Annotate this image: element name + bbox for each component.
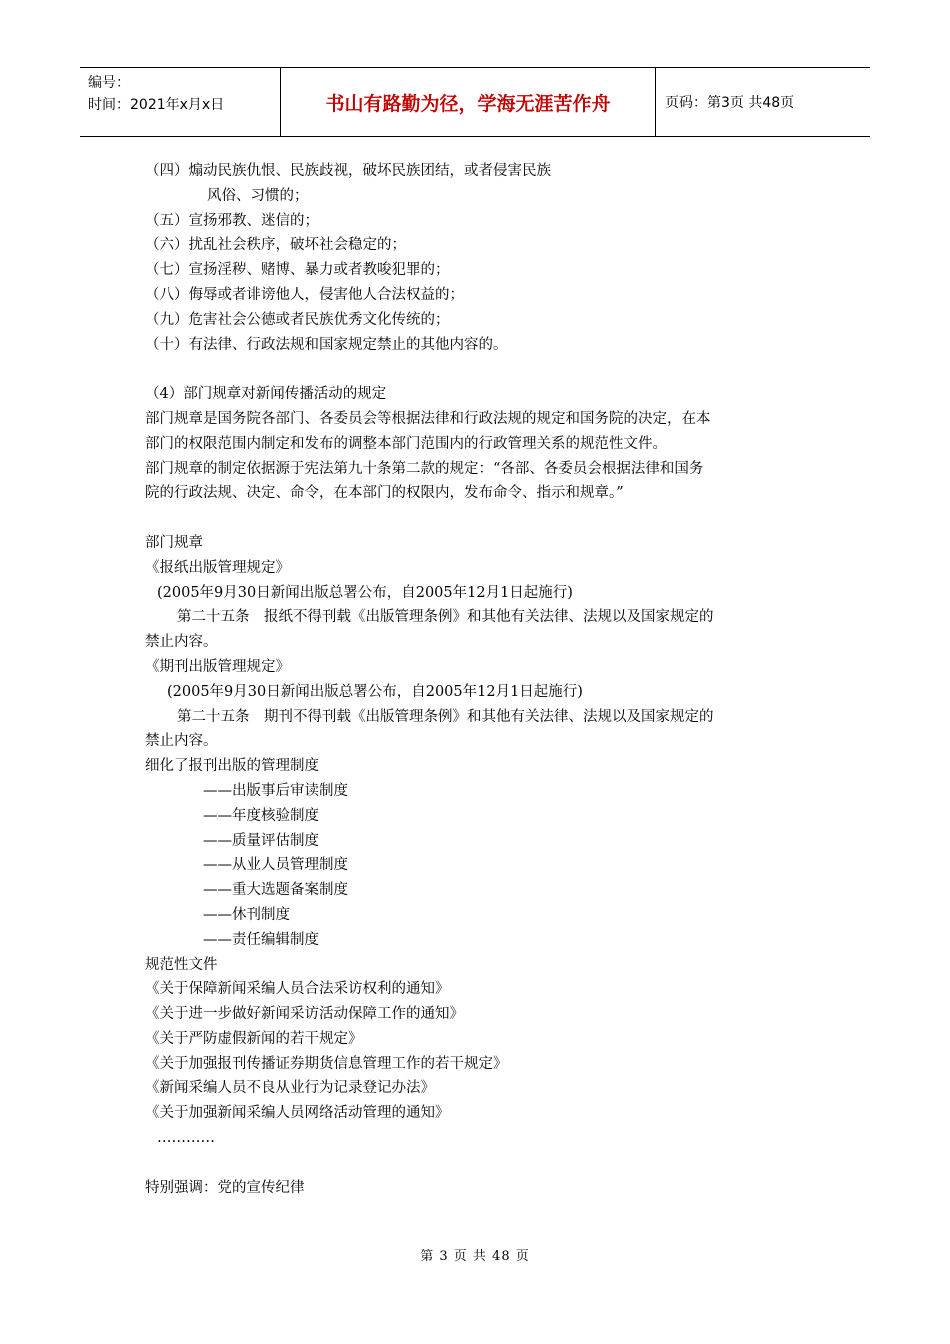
- document-number-label: 编号：: [88, 75, 130, 91]
- list-item: ——质量评估制度: [203, 832, 319, 849]
- text-line: 特别强调：党的宣传纪律: [145, 1179, 305, 1196]
- regulation-date-note: (2005年9月30日新闻出版总署公布，自2005年12月1日起施行): [167, 683, 583, 700]
- text-line: 院的行政法规、决定、命令，在本部门的权限内，发布命令、指示和规章。”: [145, 485, 624, 502]
- text-line: （九）危害社会公德或者民族优秀文化传统的；: [145, 311, 450, 328]
- list-item: ——出版事后审读制度: [203, 782, 348, 799]
- document-body: [145, 159, 825, 1200]
- text-line: 风俗、习惯的；: [207, 187, 309, 204]
- text-line: 部门规章是国务院各部门、各委员会等根据法律和行政法规的规定和国务院的决定，在本: [145, 410, 711, 427]
- list-item: ——休刊制度: [203, 906, 290, 923]
- subheading: 规范性文件: [145, 956, 218, 973]
- blank-line: [145, 1151, 825, 1176]
- document-title: 《关于加强报刊传播证券期货信息管理工作的若干规定》: [145, 1055, 508, 1072]
- document-date-label: 时间：2021年x月x日: [88, 97, 225, 113]
- text-line: （八）侮辱或者诽谤他人，侵害他人合法权益的；: [145, 286, 464, 303]
- regulation-title: 《期刊出版管理规定》: [145, 658, 290, 675]
- subheading: 部门规章: [145, 534, 203, 551]
- page-header: [80, 67, 870, 137]
- regulation-title: 《报纸出版管理规定》: [145, 559, 290, 576]
- header-page-number: 页码：第3页 共48页: [665, 95, 795, 111]
- text-line: 第二十五条 期刊不得刊载《出版管理条例》和其他有关法律、法规以及国家规定的: [177, 708, 714, 725]
- text-line: 部门规章的制定依据源于宪法第九十条第二款的规定：“各部、各委员会根据法律和国务: [145, 460, 704, 477]
- document-title: 《关于保障新闻采编人员合法采访权利的通知》: [145, 981, 450, 998]
- blank-line: [145, 506, 825, 531]
- text-line: （六）扰乱社会秩序，破坏社会稳定的；: [145, 237, 406, 254]
- section-heading: （4）部门规章对新闻传播活动的规定: [145, 386, 387, 403]
- blank-line: [145, 357, 825, 382]
- regulation-date-note: (2005年9月30日新闻出版总署公布，自2005年12月1日起施行): [157, 584, 573, 601]
- page-footer: 第 3 页 共 48 页: [420, 1249, 530, 1264]
- list-item: ——年度核验制度: [203, 807, 319, 824]
- text-line: 部门的权限范围内制定和发布的调整本部门范围内的行政管理关系的规范性文件。: [145, 435, 667, 452]
- text-line: （七）宣扬淫秽、赌博、暴力或者教唆犯罪的；: [145, 262, 450, 279]
- text-line: 细化了报刊出版的管理制度: [145, 758, 319, 775]
- list-item: ——重大选题备案制度: [203, 882, 348, 899]
- document-title: 《关于严防虚假新闻的若干规定》: [145, 1030, 363, 1047]
- document-title: 《关于加强新闻采编人员网络活动管理的通知》: [145, 1105, 450, 1122]
- text-line: （十）有法律、行政法规和国家规定禁止的其他内容的。: [145, 336, 508, 353]
- text-line: 禁止内容。: [145, 733, 218, 750]
- document-title: 《新闻采编人员不良从业行为记录登记办法》: [145, 1080, 435, 1097]
- text-line: （五）宣扬邪教、迷信的；: [145, 212, 319, 229]
- header-motto: 书山有路勤为径，学海无涯苦作舟: [281, 68, 656, 136]
- document-title: 《关于进一步做好新闻采访活动保障工作的通知》: [145, 1006, 464, 1023]
- ellipsis-line: …………: [157, 1130, 215, 1147]
- list-item: ——从业人员管理制度: [203, 857, 348, 874]
- text-line: 禁止内容。: [145, 634, 218, 651]
- header-meta-cell: [80, 68, 281, 136]
- text-line: 第二十五条 报纸不得刊载《出版管理条例》和其他有关法律、法规以及国家规定的: [177, 609, 714, 626]
- list-item: ——责任编辑制度: [203, 931, 319, 948]
- text-line: （四）煽动民族仇恨、民族歧视，破坏民族团结，或者侵害民族: [145, 163, 551, 179]
